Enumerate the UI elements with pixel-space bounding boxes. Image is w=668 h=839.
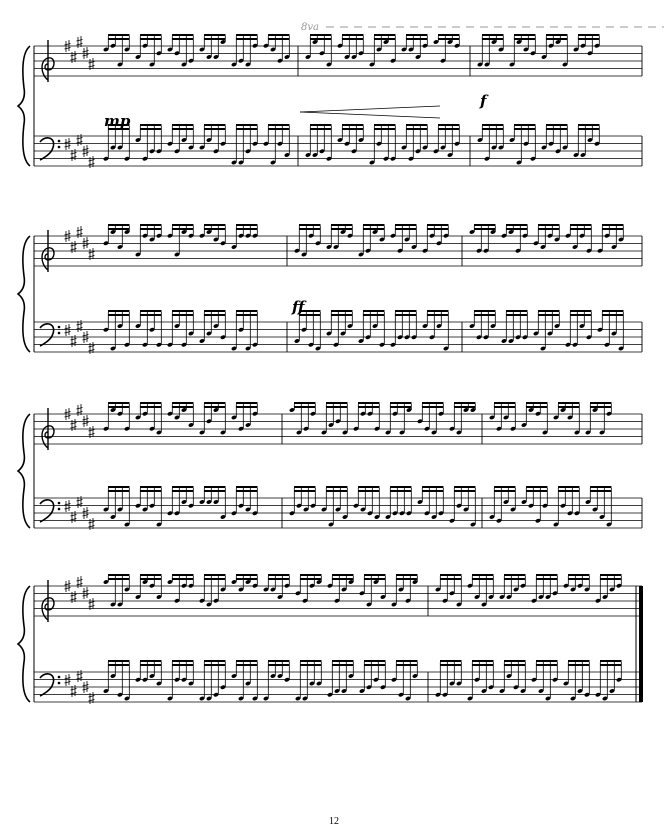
bass-clef [40,138,54,160]
note-beam [526,406,548,408]
note-beam [538,310,560,312]
note-beam [506,224,528,226]
note-beam [406,34,428,36]
note-beam [358,490,380,492]
note-beam [172,34,194,36]
note-beam [140,38,162,40]
note-beam [108,228,130,230]
note-beam [172,128,194,130]
note-beam [422,490,444,492]
key-sharp [65,324,71,336]
note-beam [204,660,226,662]
note-beam [374,124,396,126]
note-beam [363,310,385,312]
note-beam [578,34,600,36]
note-beam [538,224,560,226]
note-beam [236,402,258,404]
note-beam [602,228,624,230]
note-beam [438,124,460,126]
crescendo-hairpin [300,106,440,118]
note-beam [140,578,162,580]
note-beam [570,228,592,230]
note-beam [474,314,496,316]
note-beam [236,228,258,230]
note-beam [236,310,258,312]
note-beam [204,402,226,404]
note-beam [390,406,412,408]
note-beam [268,660,290,662]
note-beam [390,486,412,488]
note-beam [474,224,496,226]
note-beam [332,574,354,576]
note-beam [172,38,194,40]
note-beam [536,660,558,662]
note-beam [204,228,226,230]
note-beam [364,664,386,666]
note-beam [108,486,130,488]
note-beam [172,402,194,404]
key-sharp [65,674,71,686]
note-beam [472,660,494,662]
note-beam [390,490,412,492]
note-beam [108,578,130,580]
note-beam [172,310,194,312]
note-beam [108,660,130,662]
note-beam [600,574,622,576]
note-beam [358,406,380,408]
note-beam [204,574,226,576]
key-sharp [65,138,71,150]
note-beam [454,486,476,488]
note-beam [364,574,386,576]
note-beam [204,578,226,580]
note-beam [268,664,290,666]
note-beam [108,664,130,666]
note-beam [568,578,590,580]
system-brace [18,46,30,166]
note-beam [299,224,321,226]
note-beam [140,224,162,226]
note-beam [600,660,622,662]
note-beam [326,406,348,408]
note-beam [108,574,130,576]
note-beam [454,402,476,404]
note-beam [172,664,194,666]
note-beam [538,314,560,316]
note-beam [294,490,316,492]
note-beam [472,574,494,576]
note-beam [546,124,568,126]
note-beam [363,224,385,226]
note-beam [538,228,560,230]
note-beam [268,578,290,580]
note-beam [590,486,612,488]
note-beam [310,124,332,126]
note-beam [108,490,130,492]
note-beam [438,38,460,40]
note-beam [204,490,226,492]
system-1 [18,34,642,168]
note-beam [294,486,316,488]
note-beam [140,34,162,36]
note-beam [578,124,600,126]
note-beam [546,38,568,40]
note-beam [395,314,417,316]
note-beam [454,406,476,408]
note-beam [568,660,590,662]
bass-clef-dot [58,682,61,685]
system-brace [18,414,30,528]
note-beam [406,128,428,130]
note-beam [363,228,385,230]
note-beam [390,402,412,404]
note-beam [494,402,516,404]
note-beam [494,486,516,488]
note-beam [172,314,194,316]
note-beam [140,574,162,576]
note-beam [472,578,494,580]
note-beam [427,228,449,230]
bass-clef-dot [58,326,61,329]
note-beam [108,402,130,404]
note-beam [140,228,162,230]
note-beam [602,314,624,316]
note-beam [268,124,290,126]
note-beam [570,310,592,312]
note-beam [140,124,162,126]
note-beam [236,38,258,40]
note-beam [590,490,612,492]
system-brace [18,236,30,352]
note-beam [140,660,162,662]
note-beam [427,224,449,226]
note-beam [536,664,558,666]
ottava-marking: 8va [301,22,319,33]
note-beam [374,34,396,36]
note-beam [268,128,290,130]
note-beam [204,124,226,126]
note-beam [108,406,130,408]
note-beam [358,486,380,488]
note-beam [268,38,290,40]
note-beam [440,578,462,580]
note-beam [332,578,354,580]
note-beam [310,38,332,40]
bass-clef [40,500,54,522]
note-beam [422,406,444,408]
note-beam [236,314,258,316]
note-beam [204,664,226,666]
note-beam [236,34,258,36]
note-beam [504,664,526,666]
note-beam [300,578,322,580]
note-beam [504,574,526,576]
note-beam [526,486,548,488]
note-beam [331,228,353,230]
note-beam [172,124,194,126]
note-beam [568,574,590,576]
bass-clef [40,324,54,346]
note-beam [358,402,380,404]
note-beam [299,228,321,230]
note-beam [140,310,162,312]
note-beam [506,228,528,230]
system-2 [18,224,642,354]
note-beam [342,34,364,36]
note-beam [268,574,290,576]
note-beam [422,402,444,404]
note-beam [514,124,536,126]
note-beam [300,664,322,666]
note-beam [438,128,460,130]
note-beam [108,224,130,226]
note-beam [332,660,354,662]
note-beam [396,578,418,580]
note-beam [374,38,396,40]
note-beam [236,574,258,576]
note-beam [268,34,290,36]
note-beam [236,660,258,662]
note-beam [578,38,600,40]
note-beam [570,314,592,316]
note-beam [558,490,580,492]
note-beam [546,34,568,36]
note-beam [331,314,353,316]
note-beam [310,34,332,36]
note-beam [536,574,558,576]
note-beam [494,406,516,408]
note-beam [438,34,460,36]
note-beam [374,128,396,130]
note-beam [108,38,130,40]
note-beam [474,228,496,230]
note-beam [600,664,622,666]
note-beam [204,406,226,408]
note-beam [204,310,226,312]
note-beam [558,406,580,408]
note-beam [300,660,322,662]
note-beam [472,664,494,666]
note-beam [172,574,194,576]
note-beam [300,574,322,576]
note-beam [326,486,348,488]
note-beam [474,310,496,312]
note-beam [236,490,258,492]
note-beam [482,38,504,40]
note-beam [568,664,590,666]
note-beam [236,578,258,580]
note-beam [427,310,449,312]
note-beam [172,486,194,488]
note-beam [546,128,568,130]
note-beam [140,490,162,492]
note-beam [494,490,516,492]
note-beam [504,578,526,580]
note-beam [514,34,536,36]
note-beam [440,574,462,576]
note-beam [236,664,258,666]
note-beam [363,314,385,316]
note-beam [294,406,316,408]
note-beam [506,310,528,312]
system-4 [18,574,643,704]
dynamic-mp: mp [104,112,131,130]
note-beam [342,38,364,40]
note-beam [526,402,548,404]
note-beam [172,406,194,408]
note-beam [440,660,462,662]
note-beam [536,578,558,580]
note-beam [395,228,417,230]
note-beam [590,406,612,408]
note-beam [172,578,194,580]
note-beam [108,310,130,312]
note-beam [108,34,130,36]
note-beam [204,38,226,40]
bass-clef-dot [58,146,61,149]
note-beam [140,314,162,316]
note-beam [526,490,548,492]
note-beam [482,34,504,36]
note-beam [140,486,162,488]
note-beam [236,128,258,130]
note-beam [140,406,162,408]
note-beam [427,314,449,316]
bass-clef-dot [58,676,61,679]
note-beam [506,314,528,316]
note-beam [558,402,580,404]
note-beam [406,38,428,40]
bass-clef-dot [58,502,61,505]
key-sharp [83,47,89,59]
note-beam [590,402,612,404]
note-beam [172,228,194,230]
score-systems [18,34,643,704]
note-beam [331,310,353,312]
note-beam [602,224,624,226]
note-beam [570,224,592,226]
page-number: 12 [329,816,339,827]
note-beam [204,224,226,226]
note-beam [331,224,353,226]
key-sharp [83,587,89,599]
note-beam [602,310,624,312]
note-beam [364,660,386,662]
note-beam [578,128,600,130]
note-beam [294,402,316,404]
note-beam [422,486,444,488]
note-beam [396,574,418,576]
note-beam [140,128,162,130]
note-beam [396,660,418,662]
note-beam [406,124,428,126]
key-sharp [83,415,89,427]
bass-clef-dot [58,332,61,335]
note-beam [326,490,348,492]
note-beam [204,314,226,316]
note-beam [204,486,226,488]
note-beam [342,128,364,130]
note-beam [172,490,194,492]
note-beam [396,664,418,666]
bass-clef-dot [58,508,61,511]
note-beam [558,486,580,488]
note-beam [310,128,332,130]
bass-clef [40,674,54,696]
note-beam [454,490,476,492]
note-beam [395,310,417,312]
note-beam [172,660,194,662]
note-beam [440,664,462,666]
note-beam [482,124,504,126]
bass-clef-dot [58,140,61,143]
note-beam [140,664,162,666]
key-sharp [65,500,71,512]
dynamic-ff: ff [292,298,305,316]
note-beam [514,38,536,40]
note-beam [236,224,258,226]
note-beam [326,402,348,404]
note-beam [342,124,364,126]
note-beam [364,578,386,580]
note-beam [204,34,226,36]
system-brace [18,586,30,702]
system-3 [18,402,642,530]
note-beam [514,128,536,130]
final-barline-thick [639,586,643,702]
note-beam [332,664,354,666]
note-beam [204,128,226,130]
note-beam [172,224,194,226]
note-beam [140,402,162,404]
note-beam [395,224,417,226]
note-beam [236,486,258,488]
dynamic-f: f [480,92,487,110]
note-beam [482,128,504,130]
note-beam [504,660,526,662]
note-beam [236,124,258,126]
key-sharp [83,237,89,249]
note-beam [600,578,622,580]
note-beam [108,314,130,316]
note-beam [236,406,258,408]
